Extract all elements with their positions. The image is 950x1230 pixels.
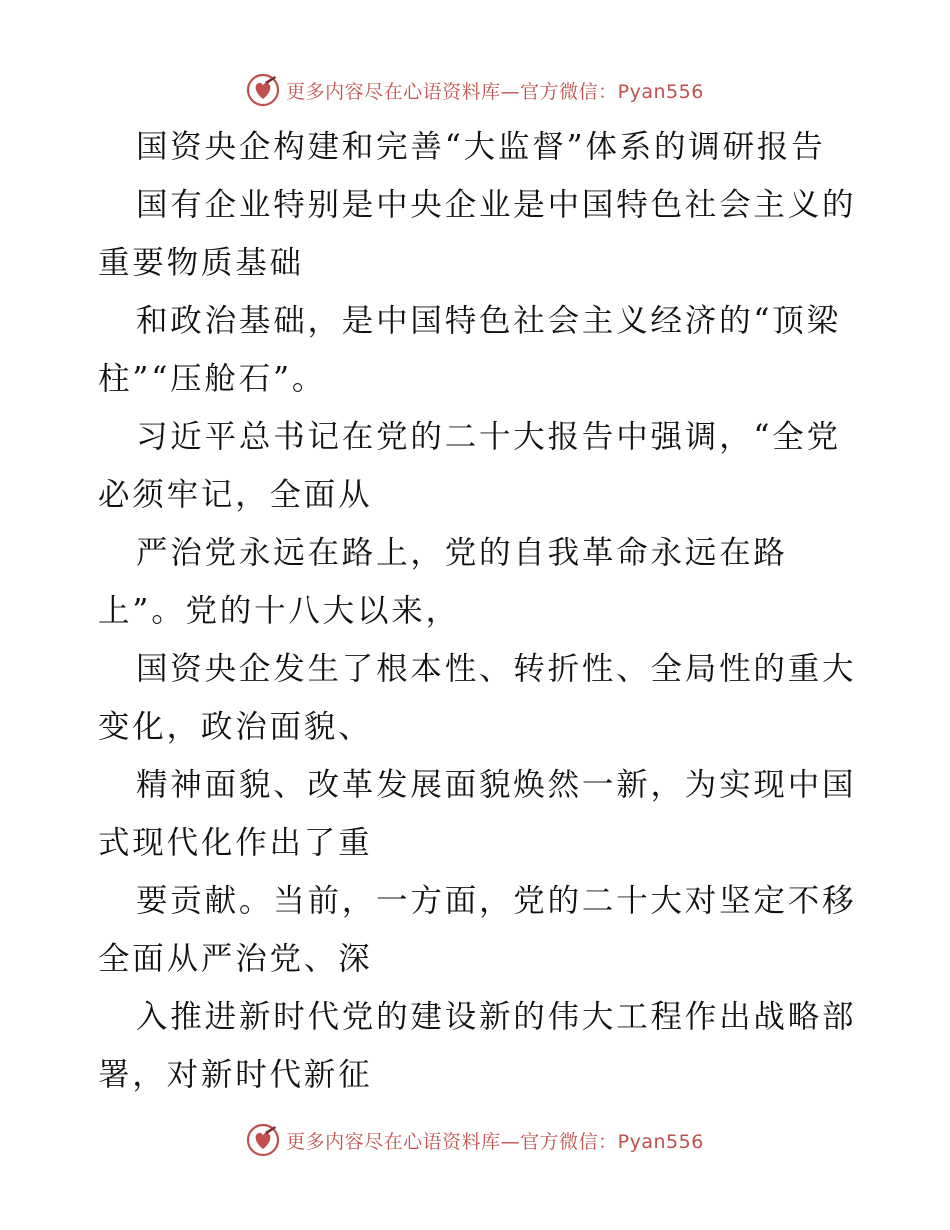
document-title: 国资央企构建和完善“大监督”体系的调研报告: [136, 129, 826, 165]
text-line: 柱”“压舱石”。: [98, 361, 327, 397]
text-line: 国有企业特别是中央企业是中国特色社会主义的: [136, 187, 857, 223]
text-line: 严治党永远在路上，党的自我革命永远在路: [136, 535, 788, 571]
text-line: 重要物质基础: [98, 245, 304, 281]
text-line: 必须牢记，全面从: [98, 477, 373, 513]
text-line: 入推进新时代党的建设新的伟大工程作出战略部: [136, 999, 857, 1035]
header-banner-text: 更多内容尽在心语资料库—官方微信：Pyan556: [286, 80, 704, 103]
text-line: 习近平总书记在党的二十大报告中强调，“全党: [136, 419, 841, 455]
text-line: 式现代化作出了重: [98, 825, 373, 861]
text-line: 署，对新时代新征: [98, 1057, 373, 1093]
heart-pen-logo-icon: [246, 73, 280, 107]
footer-banner: [0, 1120, 950, 1160]
header-banner: [0, 70, 950, 110]
footer-banner-text: 更多内容尽在心语资料库—官方微信：Pyan556: [286, 1130, 704, 1153]
text-line: 要贡献。当前，一方面，党的二十大对坚定不移: [136, 883, 857, 919]
text-line: 上”。党的十八大以来，: [98, 593, 460, 629]
text-line: 国资央企发生了根本性、转折性、全局性的重大: [136, 651, 857, 687]
text-line: 精神面貌、改革发展面貌焕然一新，为实现中国: [136, 767, 857, 803]
heart-pen-logo-icon: [246, 1123, 280, 1157]
text-line: 全面从严治党、深: [98, 941, 373, 977]
document-body: [98, 118, 858, 1104]
text-line: 变化，政治面貌、: [98, 709, 373, 745]
text-line: 和政治基础，是中国特色社会主义经济的“顶梁: [136, 303, 841, 339]
